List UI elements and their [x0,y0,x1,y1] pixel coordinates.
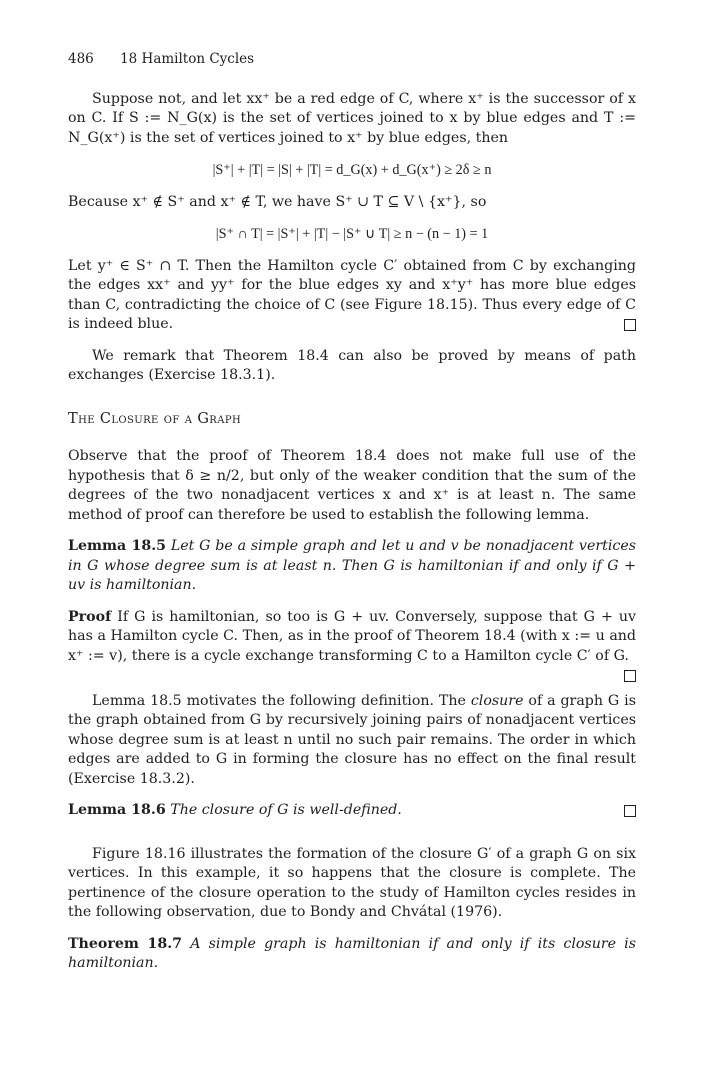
proof-lemma-18-5 [68,608,636,667]
book-page [68,50,636,974]
qed-box-icon [624,670,636,682]
qed-box-icon [624,805,636,817]
paragraph-conclusion-text: Let y⁺ ∈ S⁺ ∩ T. Then the Hamilton cycle C′ obtained from C by exchanging the edges xx⁺ and yy⁺ for the blue edges xy and x⁺y⁺ has more blue edges than C, contradicting the choice of C (see Figure 18.15). Thus every edge of C is indeed blue. [68,257,636,332]
lemma-18-5 [68,537,636,596]
paragraph-figure-closure: Figure 18.16 illustrates the formation of the closure G′ of a graph G on six vertices. In this example, it so happens that the closure is complete. The pertinence of the closure operation to the study of Hamilton cycles resides in the following observation, due to Bondy and Chvátal (1976). [68,845,636,920]
paragraph-remark: We remark that Theorem 18.4 can also be proved by means of path exchanges (Exercise 18.3.1). [68,347,636,383]
closure-term: closure [470,692,524,709]
lemma-18-5-label: Lemma 18.5 [68,538,167,554]
running-head [68,50,636,70]
lemma-18-6 [68,801,636,821]
lemma-18-5-statement: Let G be a simple graph and let u and v be nonadjacent vertices in G whose degree sum is at least n. Then G is hamiltonian if and only if G + uv is hamiltonian. [68,538,636,593]
theorem-18-7-label: Theorem 18.7 [68,935,183,952]
paragraph-proof-continuation: Suppose not, and let xx⁺ be a red edge of C, where x⁺ is the successor of x on C. If S := N_G(x) is the set of vertices joined to x by blue edges and T := N_G(x⁺) is the set of vertices joined to x⁺ by blue edges, then [68,90,636,146]
paragraph-observe: Observe that the proof of Theorem 18.4 does not make full use of the hypothesis that δ ≥ n/2, but only of the weaker condition that the sum of the degrees of the two nonadjacent vertices x and x⁺ is at least n. The same method of proof can therefore be used to establish the following lemma. [68,448,636,523]
paragraph-conclusion [68,257,636,335]
theorem-18-7-statement: A simple graph is hamiltonian if and only if its closure is hamiltonian. [68,935,636,971]
equation-degree-sum: |S⁺| + |T| = |S| + |T| = d_G(x) + d_G(x⁺) ≥ 2δ ≥ n [212,162,492,178]
chapter-title: 18 Hamilton Cycles [120,51,255,67]
closure-definition-intro: Lemma 18.5 motivates the following definition. The [92,692,471,709]
lemma-18-6-label: Lemma 18.6 [68,802,166,818]
closure-definition-rest: of a graph G is the graph obtained from G by recursively joining pairs of nonadjacent vertices whose degree sum is at least n until no such pair remains. The order in which edges are added to G in forming the closure has no effect on the final result (Exercise 18.3.2). [68,692,637,787]
paragraph-because: Because x⁺ ∉ S⁺ and x⁺ ∉ T, we have S⁺ ∪ T ⊆ V \ {x⁺}, so [68,193,487,210]
theorem-18-7 [68,935,636,974]
paragraph-closure-definition [68,692,636,790]
qed-line [68,666,636,686]
qed-box-icon [624,319,636,331]
proof-text: If G is hamiltonian, so too is G + uv. Conversely, suppose that G + uv has a Hamilton cycle C. Then, as in the proof of Theorem 18.4 (with x := u and x⁺ := v), there is a cycle exchange transforming C to a Hamilton cycle C′ of G. [68,608,636,664]
equation-intersection: |S⁺ ∩ T| = |S⁺| + |T| − |S⁺ ∪ T| ≥ n − (n − 1) = 1 [215,226,489,242]
section-heading: The Closure of a Graph [68,410,242,427]
lemma-18-6-statement: The closure of G is well-defined. [170,802,402,818]
page-number: 486 [68,51,94,67]
proof-label: Proof [68,608,112,625]
